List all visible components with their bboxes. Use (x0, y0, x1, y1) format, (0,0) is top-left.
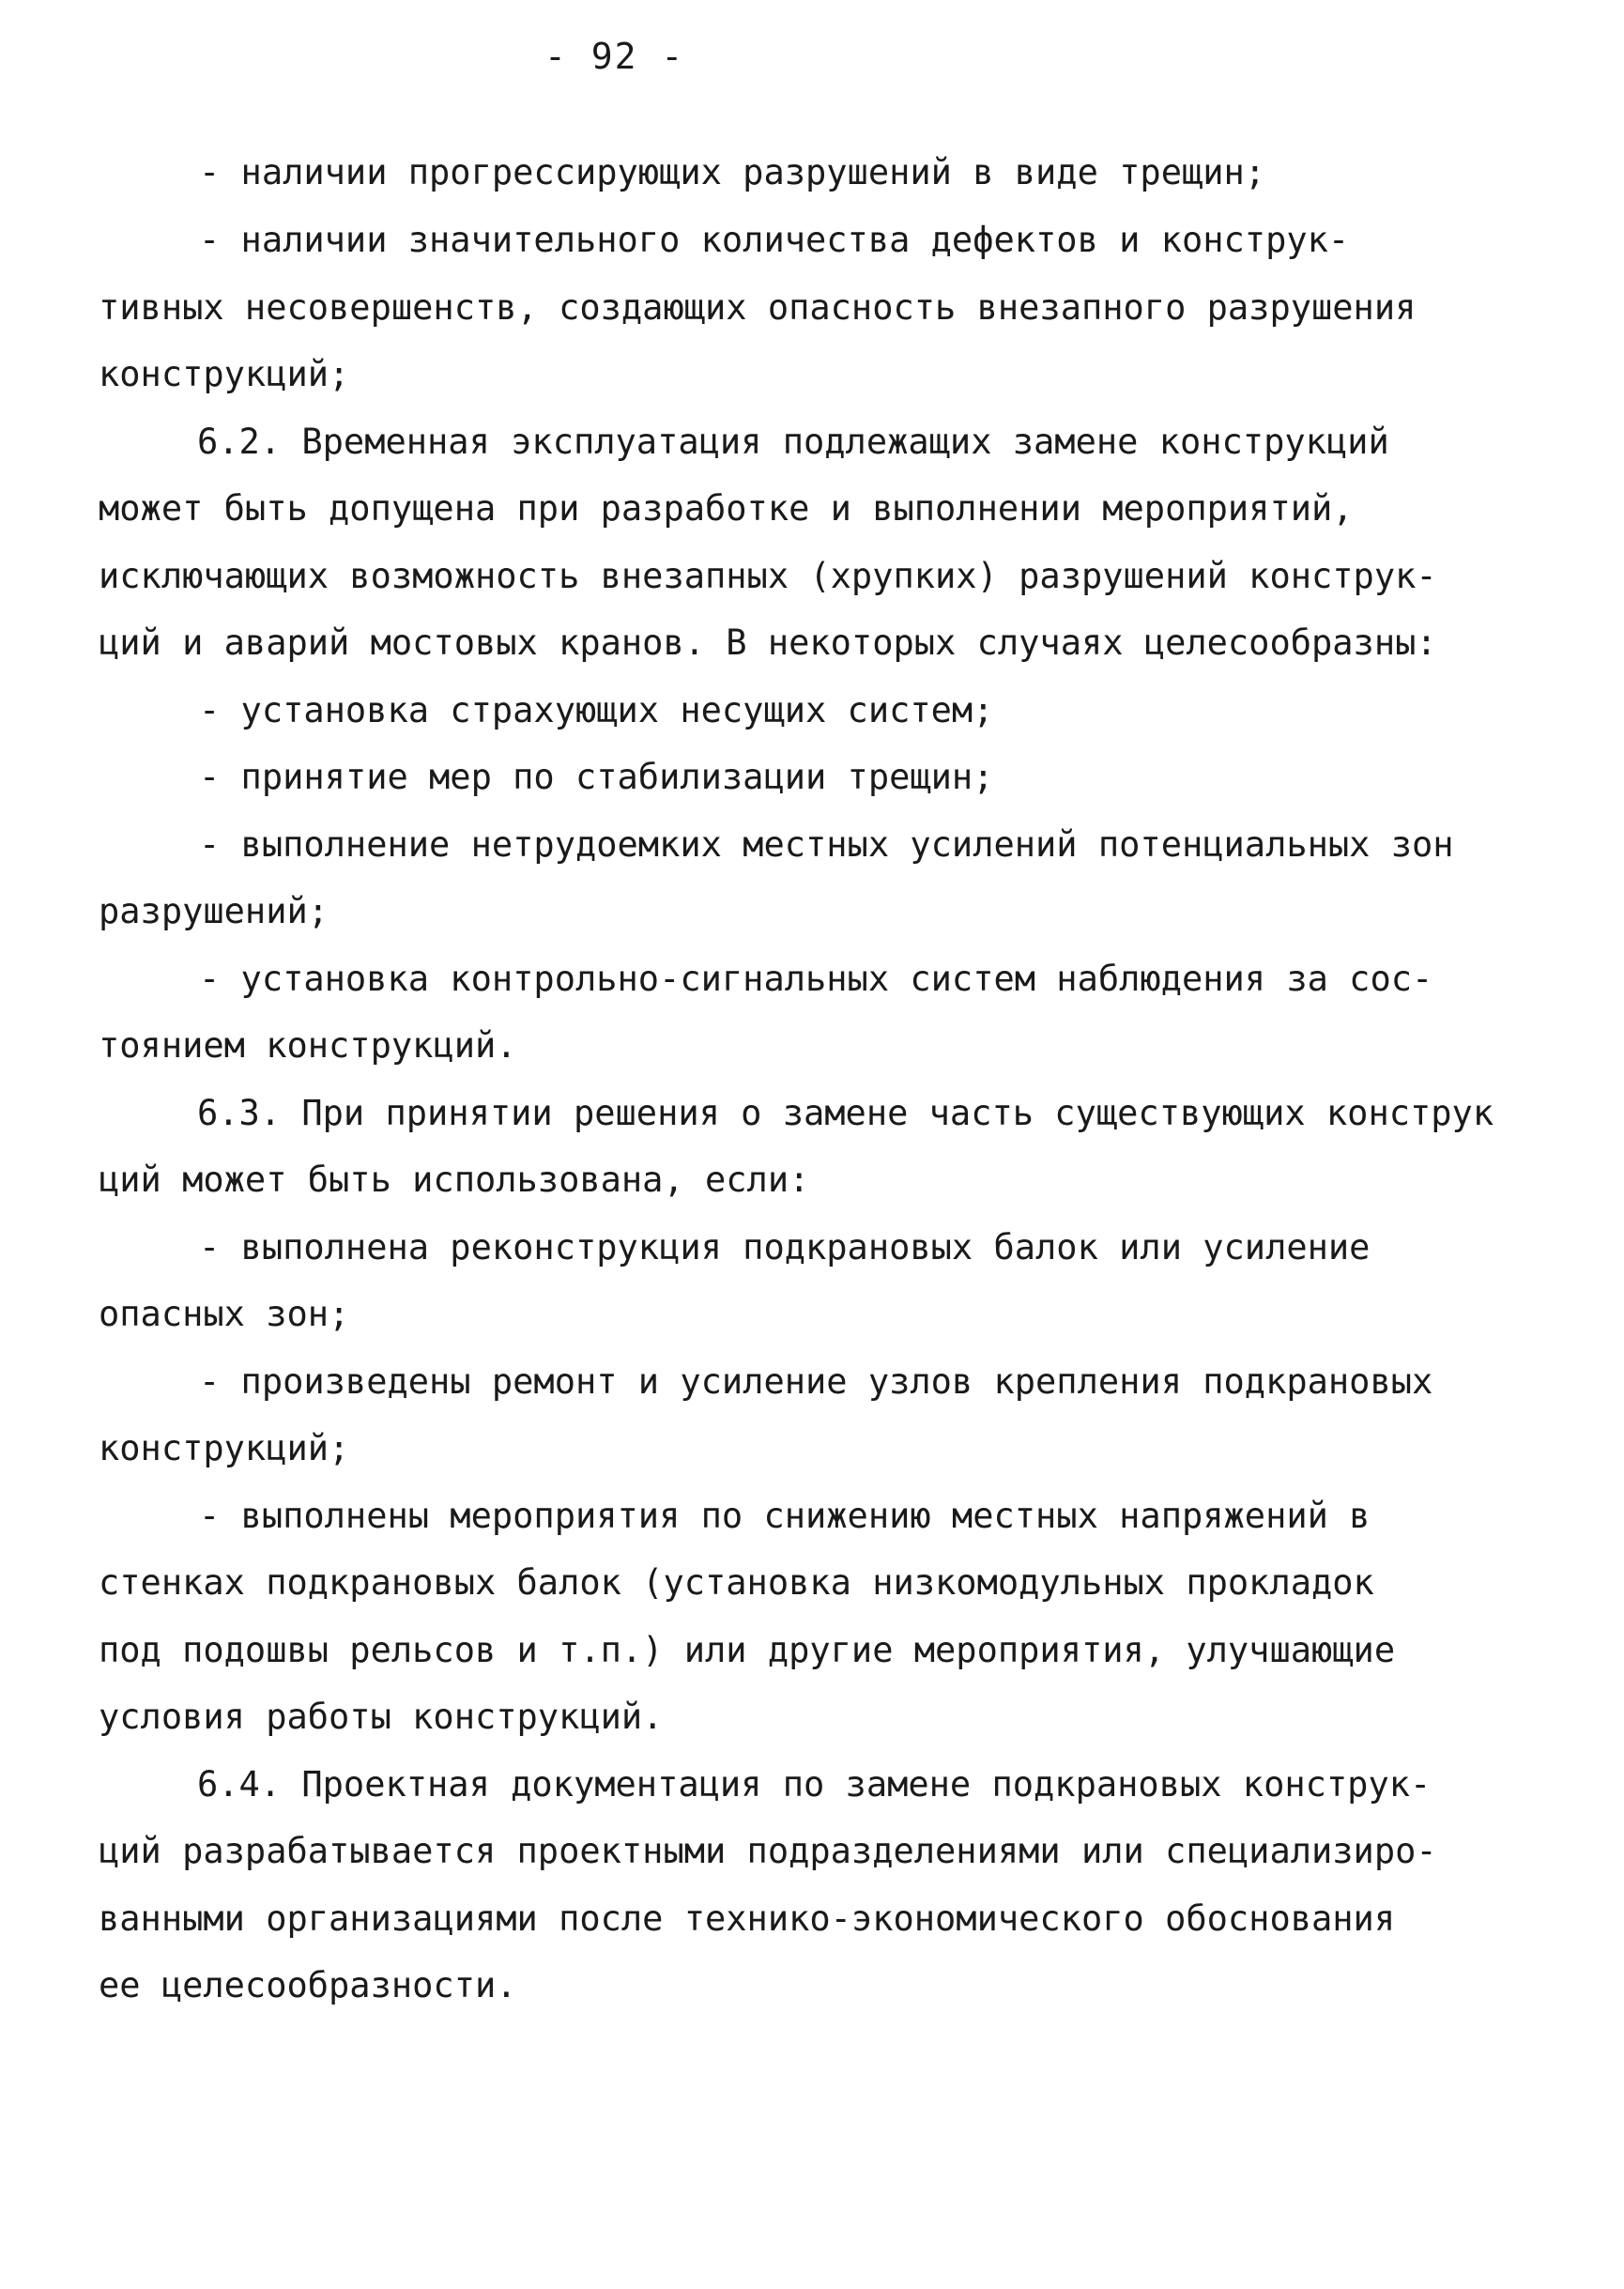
text-line: - наличии значительного количества дефектов и конструк- (199, 220, 1350, 260)
text-line: - выполнены мероприятия по снижению местных напряжений в (199, 1496, 1371, 1536)
text-line: ее целесообразности. (99, 1965, 517, 2005)
text-line: исключающих возможность внезапных (хрупких) разрушений конструк- (99, 556, 1437, 596)
text-line: ций и аварий мостовых кранов. В некоторых случаях целесообразны: (99, 622, 1437, 663)
text-line: под подошвы рельсов и т.п.) или другие мероприятия, улучшающие (99, 1630, 1396, 1670)
text-line: конструкций; (99, 1428, 350, 1468)
text-line: ций разрабатывается проектными подразделениями или специализиро- (99, 1831, 1437, 1871)
text-line: конструкций; (99, 354, 350, 394)
page-number: - 92 - (544, 36, 685, 77)
text-line: - установка страхующих несущих систем; (199, 690, 994, 730)
text-line: может быть допущена при разработке и выполнении мероприятий, (99, 488, 1354, 529)
text-line: - произведены ремонт и усиление узлов крепления подкрановых (199, 1361, 1433, 1402)
text-line: 6.4. Проектная документация по замене подкрановых конструк- (197, 1764, 1432, 1805)
text-line: - наличии прогрессирующих разрушений в виде трещин; (199, 152, 1266, 192)
text-line: опасных зон; (99, 1294, 350, 1334)
text-line: - принятие мер по стабилизации трещин; (199, 757, 994, 797)
text-line: - выполнение нетрудоемких местных усилений потенциальных зон (199, 824, 1454, 865)
text-line: условия работы конструкций. (99, 1697, 664, 1737)
text-line: 6.3. При принятии решения о замене часть существующих конструк (197, 1093, 1494, 1133)
text-line: 6.2. Временная эксплуатация подлежащих замене конструкций (197, 422, 1389, 462)
text-line: - выполнена реконструкция подкрановых балок или усиление (199, 1227, 1371, 1267)
text-line: тивных несовершенств, создающих опасность внезапного разрушения (99, 287, 1417, 328)
text-line: тоянием конструкций. (99, 1025, 517, 1066)
text-line: стенках подкрановых балок (установка низкомодульных прокладок (99, 1562, 1374, 1603)
text-line: ванными организациями после технико-экономического обоснования (99, 1898, 1396, 1939)
text-line: разрушений; (99, 891, 329, 931)
text-line: - установка контрольно-сигнальных систем наблюдения за сос- (199, 959, 1433, 999)
text-line: ций может быть использована, если: (99, 1160, 810, 1200)
